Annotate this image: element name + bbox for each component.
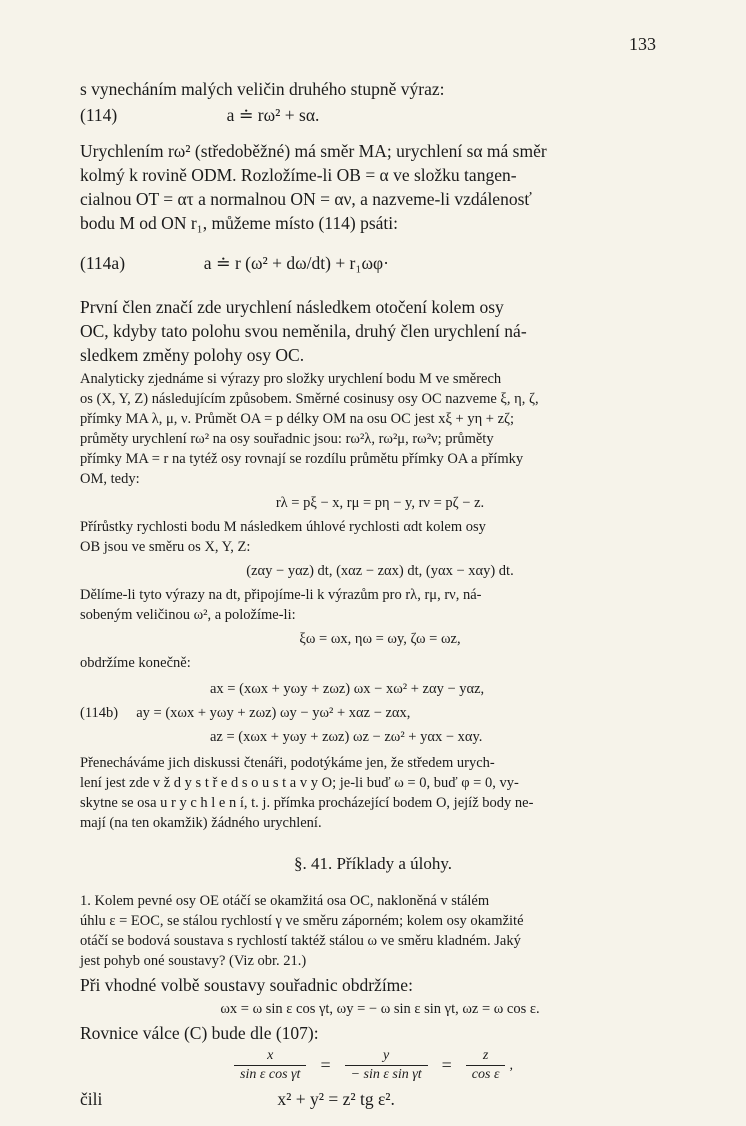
small-line-14: obdržíme konečně: <box>80 655 191 671</box>
text-line-1: s vynecháním malých veličin druhého stupně výraz: <box>80 79 445 99</box>
small-line-21: mají (na ten okamžik) žádného urychlení. <box>80 815 322 831</box>
fraction-2: $\frac{y}{\text{− sin ε sin γt}}$ <box>345 1048 428 1083</box>
equation-increments: (zαy − yαz) dt, (xαz − zαx) dt, (yαx − xαy) dt. <box>246 563 514 579</box>
small-line-23: 1. Kolem pevné osy OE otáčí se okamžitá osa OC, nakloněná v stálém <box>80 893 490 909</box>
small-line-1: Analyticky zjednáme si výrazy pro složky urychlení bodu M ve směrech <box>80 371 502 387</box>
equation-ax: ax = (xωx + yωy + zωz) ωx − xω² + zαy − yαz, <box>210 681 485 697</box>
small-line-9: OB jsou ve směru os X, Y, Z: <box>80 539 251 555</box>
small-line-4: průměty urychlení rω² na osy souřadnic jsou: rω²λ, rω²μ, rω²ν; průměty <box>80 431 494 447</box>
small-line-26: jest pohyb oné soustavy? (Viz obr. 21.) <box>80 953 307 969</box>
small-line-24: úhlu ε = EOC, se stálou rychlostí γ ve směru záporném; kolem osy okamžité <box>80 913 524 929</box>
text-line-cylinder: Rovnice válce (C) bude dle (107): <box>80 1023 319 1043</box>
small-line-2: os (X, Y, Z) následujícím způsobem. Směrné cosinusy osy OC nazveme ξ, η, ζ, <box>80 391 539 407</box>
equation-az: az = (xωx + yωy + zωz) ωz − zω² + yαx − xαy. <box>210 729 483 745</box>
equation-omega-components: ωx = ω sin ε cos γt, ωy = − ω sin ε sin γt, ωz = ω cos ε. <box>220 1001 540 1017</box>
text-line-8: První člen značí zde urychlení následkem otočení kolem osy <box>80 297 504 317</box>
small-line-3: přímky MA λ, μ, ν. Průmět OA = p délky OM na osu OC jest xξ + yη + zζ; <box>80 411 515 427</box>
small-line-20: skytne se osa u r y c h l e n í, t. j. přímka procházející bodem O, jejíž body ne- <box>80 795 534 811</box>
equation-omega: ξω = ωx, ηω = ωy, ζω = ωz, <box>299 631 461 647</box>
text-line-6: bodu M od ON r₁, můžeme místo (114) psáti: <box>80 213 398 233</box>
small-line-5: přímky MA = r na tytéž osy rovnají se rozdílu průmětu přímky OA a přímky <box>80 451 524 467</box>
text-line-10: sledkem změny polohy osy OC. <box>80 345 305 365</box>
section-heading: §. 41. Příklady a úlohy. <box>293 854 453 873</box>
text-line-4: kolmý k rovině ODM. Rozložíme-li OB = α ve složku tangen- <box>80 165 517 185</box>
equation-114a: (114a) a ≐ r (ω² + dω/dt) + r₁ωφ· <box>80 253 389 273</box>
text-line-5: cialnou OT = ατ a normalnou ON = αν, a nazveme-li vzdálenosť <box>80 189 532 209</box>
small-line-18: Přenecháváme jich diskussi čtenáři, podotýkáme jen, že středem urych- <box>80 755 495 771</box>
fraction-1: $\frac{x}{\text{sin ε cos γt}}$ <box>234 1048 306 1083</box>
equation-projections: rλ = pξ − x, rμ = pη − y, rν = pζ − z. <box>275 495 485 511</box>
text-line-9: OC, kdyby tato polohu svou neměnila, druhý člen urychlení ná- <box>80 321 527 341</box>
equation-cylinder-fraction: $\frac{x}{\text{sin ε cos γt}}$ = $\frac{y}{\text{− sin ε sin γt}}$ = $\frac{z}{\text{cos ε}}$ , <box>230 1048 513 1083</box>
small-line-19: lení jest zde v ž d y s t ř e d s o u s t a v y O; je-li buď ω = 0, buď φ = 0, vy- <box>80 775 519 791</box>
small-line-8: Přírůstky rychlosti bodu M následkem úhlové rychlosti αdt kolem osy <box>80 519 486 535</box>
fraction-3: $\frac{z}{\text{cos ε}}$ <box>466 1048 506 1083</box>
text-line-3: Urychlením rω² (středoběžné) má směr MA; urychlení sα má směr <box>80 141 547 161</box>
small-line-6: OM, tedy: <box>80 471 140 487</box>
page-number: 133 <box>629 34 656 54</box>
equation-final: čili x² + y² = z² tg ε². <box>80 1089 395 1109</box>
equation-114: (114) a ≐ rω² + sα. <box>80 105 320 125</box>
small-line-25: otáčí se bodová soustava s rychlostí taktéž stálou ω ve směru kladném. Jaký <box>80 933 521 949</box>
text-line-choice: Při vhodné volbě soustavy souřadnic obdržíme: <box>80 975 413 995</box>
equation-114b: (114b) ay = (xωx + yωy + zωz) ωy − yω² + xαz − zαx, <box>80 705 411 721</box>
small-line-11: Dělíme-li tyto výrazy na dt, připojíme-li k výrazům pro rλ, rμ, rν, ná- <box>80 587 482 603</box>
small-line-12: sobeným veličinou ω², a položíme-li: <box>80 607 296 623</box>
